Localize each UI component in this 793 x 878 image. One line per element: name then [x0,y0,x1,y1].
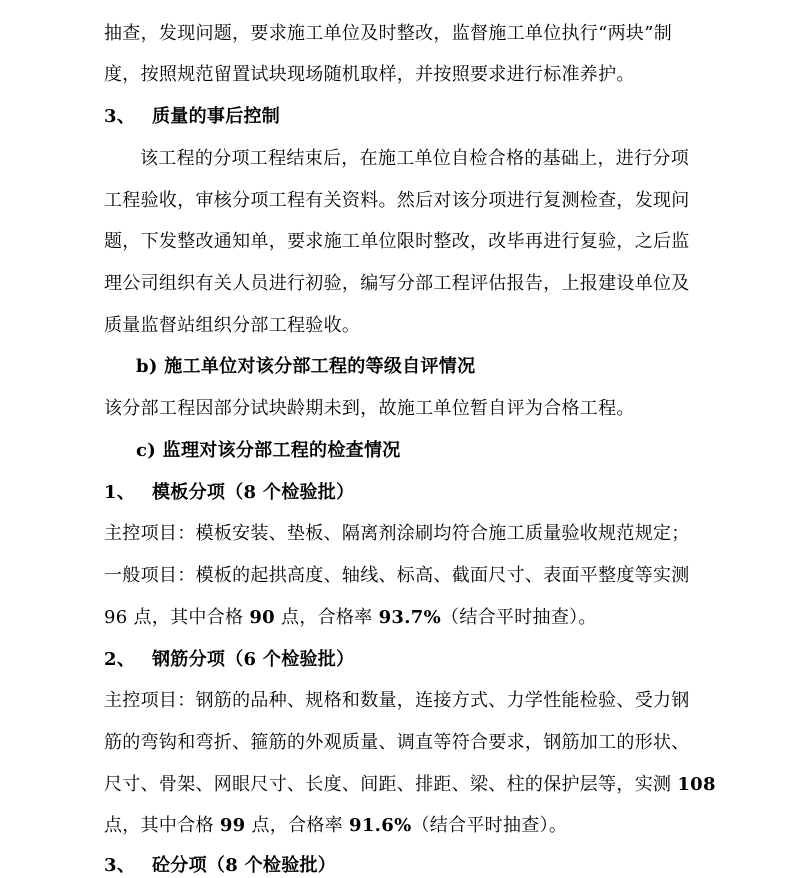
text-run: 点，合格率 [275,607,379,628]
section-heading-3 [104,105,280,129]
subheading-b: b) 施工单位对该分部工程的等级自评情况 [136,356,476,377]
paragraph-line [104,814,567,838]
subheading-c: c) 监理对该分部工程的检查情况 [136,440,401,461]
text-run: （结合平时抽查）。 [441,607,597,628]
qualified-count: 90 [249,607,276,628]
pass-rate: 91.6% [349,815,412,836]
item-heading-2 [104,648,354,672]
text-run: 点，其中合格 [104,815,220,836]
paragraph-line: 主控项目：模板安装、垫板、隔离剂涂刷均符合施工质量验收规范规定； [104,523,690,544]
item-heading-3 [104,854,336,878]
paragraph-line [104,606,597,630]
paragraph-line: 筋的弯钩和弯折、箍筋的外观质量、调直等符合要求，钢筋加工的形状、 [104,732,690,753]
paragraph-line: 该工程的分项工程结束后，在施工单位自检合格的基础上，进行分项 [140,148,689,169]
paragraph-line: 工程验收，审核分项工程有关资料。然后对该分项进行复测检查，发现问 [104,190,690,211]
text-run: 点，合格率 [245,815,350,836]
measured-count: 108 [677,774,716,795]
qualified-count: 99 [219,815,246,836]
item-number: 3、 [104,855,136,876]
text-run: 尺寸、骨架、网眼尺寸、长度、间距、排距、梁、柱的保护层等，实测 [104,774,678,795]
item-heading-1 [104,481,354,505]
paragraph-line: 题，下发整改通知单，要求施工单位限时整改，改毕再进行复验，之后监 [104,231,690,252]
paragraph-line: 一般项目：模板的起拱高度、轴线、标高、截面尺寸、表面平整度等实测 [104,565,690,586]
heading-text: 质量的事后控制 [152,106,281,127]
item-number: 1、 [104,482,136,503]
item-title: 砼分项（8 个检验批） [152,855,337,876]
paragraph-line: 该分部工程因部分试块龄期未到，故施工单位暂自评为合格工程。 [104,398,635,419]
text-run: 96 点，其中合格 [104,607,250,628]
paragraph-line: 主控项目：钢筋的品种、规格和数量，连接方式、力学性能检验、受力钢 [104,690,690,711]
paragraph-line: 度，按照规范留置试块现场随机取样，并按照要求进行标准养护。 [104,64,635,85]
text-run: （结合平时抽查）。 [411,815,568,836]
paragraph-line: 抽查，发现问题，要求施工单位及时整改，监督施工单位执行“两块”制 [104,23,673,44]
item-number: 2、 [104,649,136,670]
paragraph-line: 质量监督站组织分部工程验收。 [104,315,361,336]
heading-number: 3、 [104,106,136,127]
pass-rate: 93.7% [378,607,442,628]
paragraph-line: 理公司组织有关人员进行初验，编写分部工程评估报告，上报建设单位及 [104,273,690,294]
item-title: 钢筋分项（6 个检验批） [152,649,355,670]
paragraph-line [104,773,716,797]
item-title: 模板分项（8 个检验批） [152,482,355,503]
